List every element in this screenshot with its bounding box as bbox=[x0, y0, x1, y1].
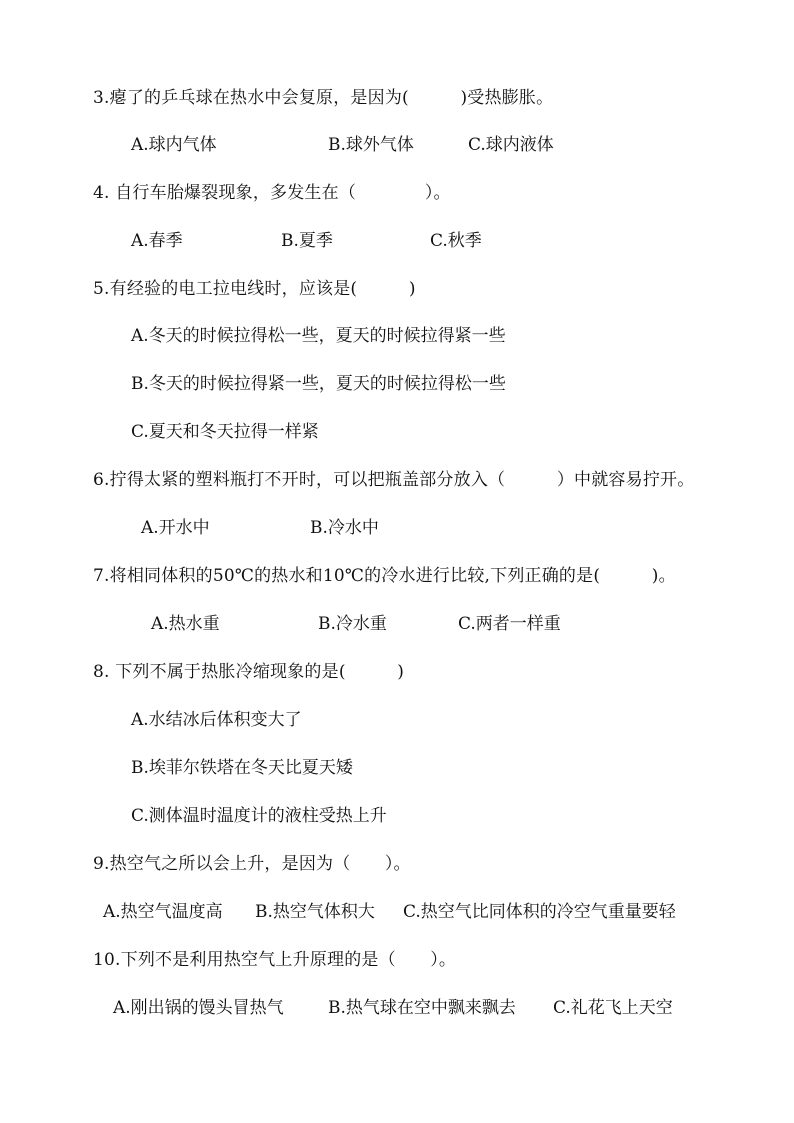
question-9-option-b: B.热空气体积大 bbox=[255, 902, 375, 922]
question-9-option-a: A.热空气温度高 bbox=[103, 902, 223, 922]
question-8-option-b: B.埃菲尔铁塔在冬天比夏天矮 bbox=[131, 758, 353, 778]
question-10-stem: 10.下列不是利用热空气上升原理的是（ ）。 bbox=[93, 950, 457, 970]
question-4-option-c: C.秋季 bbox=[430, 231, 482, 251]
question-9-stem: 9.热空气之所以会上升，是因为（ ）。 bbox=[93, 854, 411, 874]
question-6-option-a: A.开水中 bbox=[141, 518, 210, 538]
question-7-option-a: A.热水重 bbox=[151, 614, 220, 634]
question-7-option-b: B.冷水重 bbox=[318, 614, 387, 634]
question-8-option-c: C.测体温时温度计的液柱受热上升 bbox=[131, 806, 387, 826]
question-6-stem: 6.拧得太紧的塑料瓶打不开时，可以把瓶盖部分放入（ ）中就容易拧开。 bbox=[93, 470, 695, 490]
question-3-option-a: A.球内气体 bbox=[131, 135, 217, 155]
question-3-option-c: C.球内液体 bbox=[468, 135, 554, 155]
question-8-stem: 8. 下列不属于热胀冷缩现象的是( ) bbox=[93, 662, 405, 682]
question-9-option-c: C.热空气比同体积的冷空气重量要轻 bbox=[403, 902, 676, 922]
question-8-option-a: A.水结冰后体积变大了 bbox=[131, 710, 302, 730]
question-7-stem: 7.将相同体积的50℃的热水和10℃的冷水进行比较,下列正确的是( )。 bbox=[93, 566, 676, 586]
question-10-option-c: C.礼花飞上天空 bbox=[553, 998, 673, 1018]
question-3-stem: 3.瘪了的乒乓球在热水中会复原，是因为( )受热膨胀。 bbox=[93, 88, 554, 108]
question-3-option-b: B.球外气体 bbox=[328, 135, 414, 155]
question-4-option-a: A.春季 bbox=[131, 231, 183, 251]
question-10-option-a: A.刚出锅的馒头冒热气 bbox=[113, 998, 284, 1018]
question-4-stem: 4. 自行车胎爆裂现象，多发生在（ ）。 bbox=[93, 183, 451, 203]
question-5-option-c: C.夏天和冬天拉得一样紧 bbox=[131, 422, 319, 442]
question-7-option-c: C.两者一样重 bbox=[458, 614, 561, 634]
question-4-option-b: B.夏季 bbox=[281, 231, 333, 251]
question-5-option-a: A.冬天的时候拉得松一些，夏天的时候拉得紧一些 bbox=[131, 326, 506, 346]
question-5-stem: 5.有经验的电工拉电线时，应该是( ) bbox=[93, 279, 416, 299]
question-10-option-b: B.热气球在空中飘来飘去 bbox=[328, 998, 516, 1018]
question-5-option-b: B.冬天的时候拉得紧一些，夏天的时候拉得松一些 bbox=[131, 374, 506, 394]
question-6-option-b: B.冷水中 bbox=[310, 518, 379, 538]
